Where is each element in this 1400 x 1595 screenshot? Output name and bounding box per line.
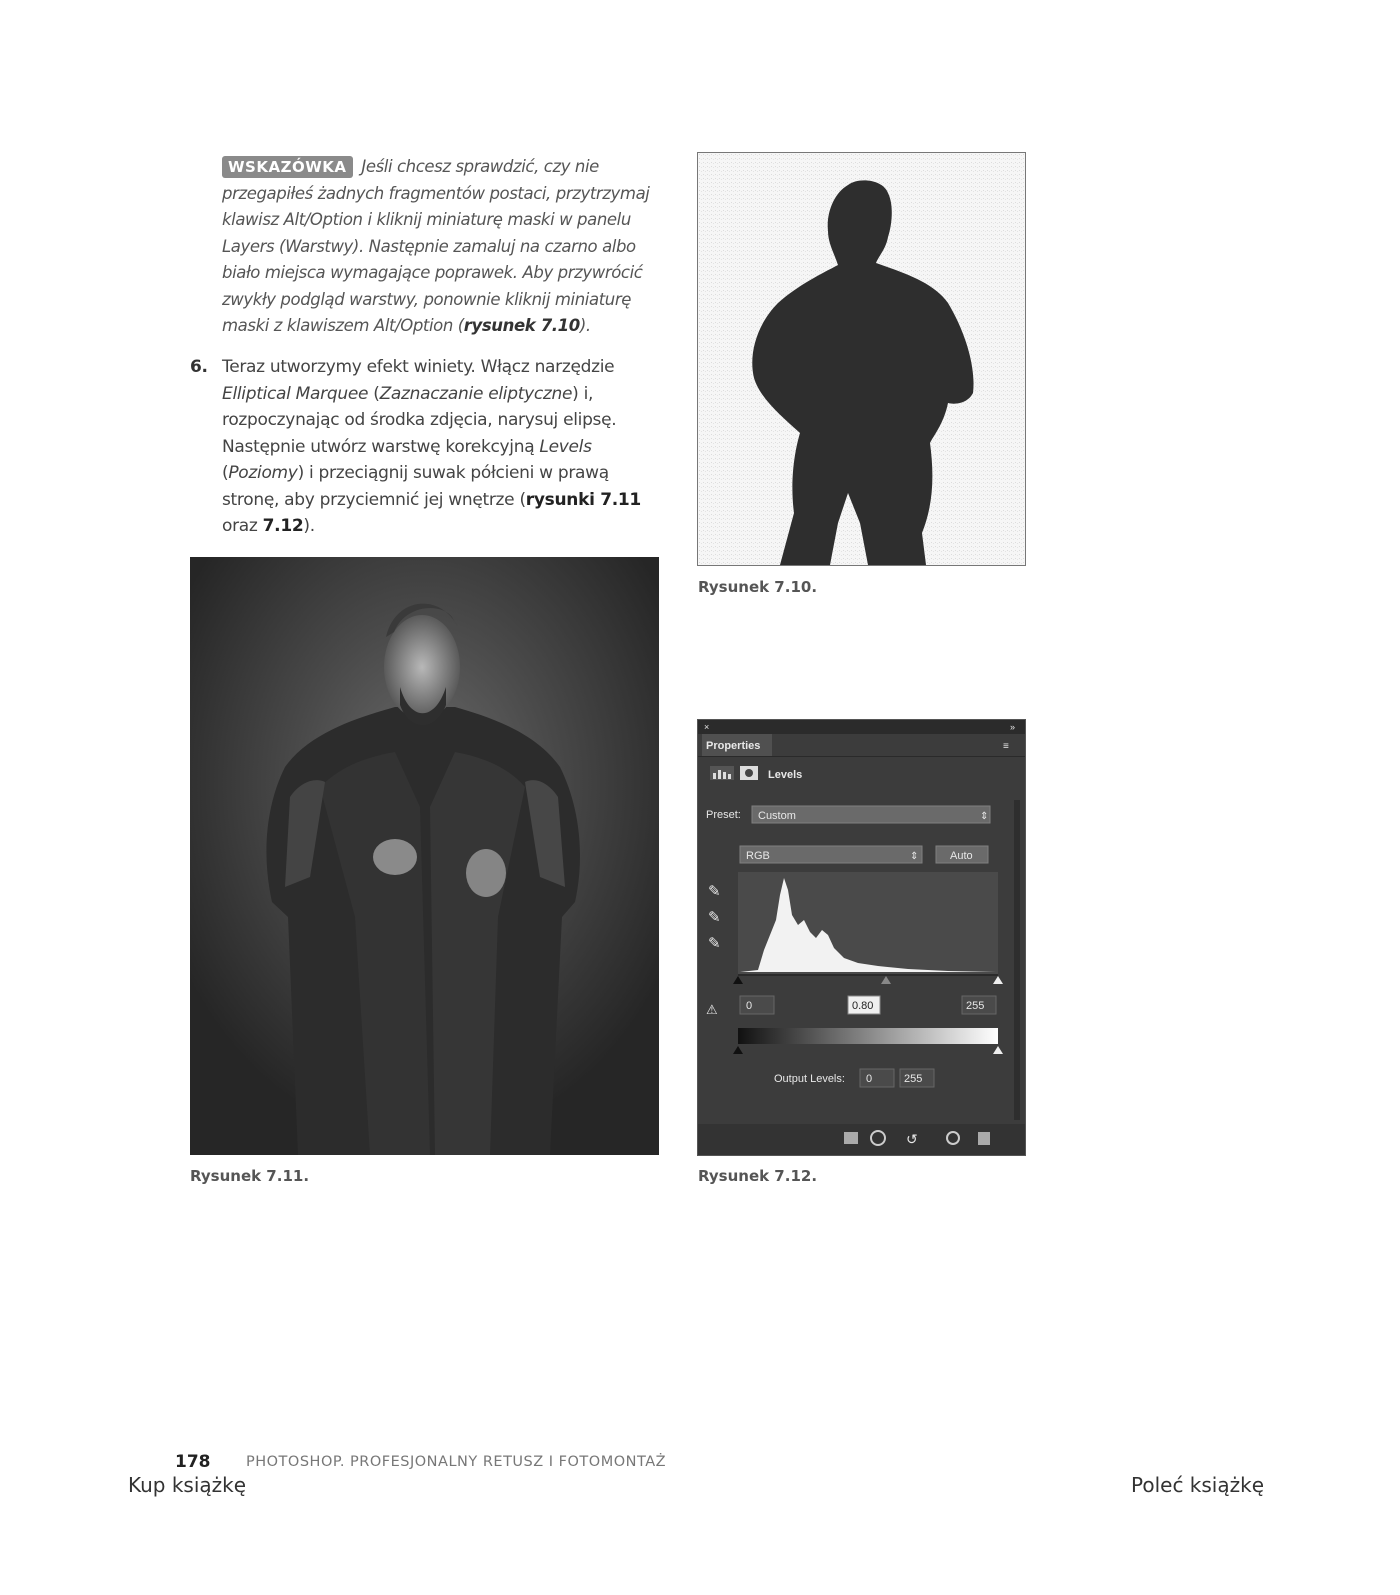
panel-scrollbar[interactable]	[1014, 800, 1020, 1120]
preset-label: Preset:	[706, 809, 741, 821]
buy-book-link[interactable]: Kup książkę	[128, 1473, 247, 1497]
step-text-part: ) i przeciągnij suwak półcieni w prawą stronę, aby przyciemnić jej wnętrze (	[222, 463, 609, 510]
layer-name-en: Levels	[539, 436, 592, 457]
silhouette-drawing	[698, 153, 1025, 565]
preset-value: Custom	[758, 810, 796, 822]
tip-paragraph	[222, 154, 662, 340]
black-point-eyedropper-icon[interactable]: ✎	[708, 883, 721, 900]
figure-ref: rysunki 7.11	[525, 489, 641, 510]
step-text-part: ) i, rozpoczynając od środka zdjęcia, narysuj elipsę. Następnie utwórz warstwę korekcyjną	[222, 383, 617, 457]
figure-ref: 7.12	[262, 516, 304, 536]
clipping-warning-icon: ⚠	[706, 1002, 718, 1017]
channel-dropdown-arrow-icon: ⇕	[910, 851, 919, 862]
gray-point-eyedropper-icon[interactable]: ✎	[708, 909, 721, 926]
step-text	[222, 354, 660, 540]
figure-caption: Rysunek 7.10.	[698, 578, 818, 596]
figure-7-10-mask-image	[697, 152, 1026, 566]
step-text-part: (	[222, 463, 229, 483]
panel-collapse-icon[interactable]: »	[1010, 722, 1016, 732]
figure-7-12-levels-panel	[697, 719, 1026, 1156]
panel-menu-icon[interactable]: ≡	[1003, 741, 1009, 752]
vignette-photo-drawing	[190, 557, 659, 1155]
tip-badge: WSKAZÓWKA	[222, 156, 353, 178]
book-title: PHOTOSHOP. PROFESJONALNY RETUSZ I FOTOMONTAŻ	[246, 1454, 667, 1470]
layer-name-pl: Poziomy	[228, 463, 298, 483]
tip-figure-ref: rysunek 7.10	[463, 316, 580, 335]
step-text-part: Teraz utworzymy efekt winiety. Włącz narzędzie	[222, 357, 615, 377]
channel-value: RGB	[746, 850, 770, 862]
tip-end: ).	[579, 316, 591, 335]
white-point-eyedropper-icon[interactable]: ✎	[708, 935, 721, 952]
figure-caption: Rysunek 7.11.	[190, 1167, 310, 1185]
output-black-value: 0	[866, 1073, 873, 1085]
step-text-part: oraz	[222, 516, 263, 536]
panel-close-icon[interactable]: ×	[704, 722, 710, 732]
properties-tab[interactable]: Properties	[706, 740, 761, 752]
tip-text: Jeśli chcesz sprawdzić, czy nie przegapiłeś żadnych fragmentów postaci, przytrzymaj klawisz Alt/Option i kliknij miniaturę maski w panelu Layers (Warstwy). Następnie zamaluj na czarno albo biało miejsca wymagające poprawek. Aby przywrócić zwykły podgląd warstwy, ponownie kliknij miniaturę maski z klawiszem Alt/Option (	[222, 157, 650, 335]
clip-to-layer-icon[interactable]	[844, 1132, 858, 1144]
step-text-part: ).	[303, 516, 315, 536]
recommend-book-link[interactable]: Poleć książkę	[1131, 1473, 1264, 1497]
figure-caption: Rysunek 7.12.	[698, 1167, 818, 1185]
step-6	[190, 354, 660, 540]
output-levels-label: Output Levels:	[774, 1073, 845, 1085]
input-midtone-value: 0.80	[852, 1000, 874, 1012]
input-black-value: 0	[746, 1000, 753, 1012]
auto-button-label: Auto	[950, 850, 973, 862]
trash-icon[interactable]	[978, 1132, 990, 1145]
output-gradient-bar	[738, 1028, 998, 1044]
preset-dropdown-arrow-icon: ⇕	[980, 811, 989, 822]
step-text-part: (	[368, 383, 380, 404]
step-number: 6.	[190, 357, 208, 377]
levels-panel-drawing	[698, 720, 1025, 1155]
tool-name-pl: Zaznaczanie eliptyczne	[379, 383, 573, 404]
input-white-value: 255	[966, 1000, 985, 1012]
reset-icon[interactable]: ↺	[906, 1131, 918, 1147]
figure-7-11-photo	[190, 557, 659, 1155]
output-white-value: 255	[904, 1073, 923, 1085]
page-number: 178	[175, 1452, 211, 1472]
levels-title: Levels	[768, 769, 803, 781]
tool-name-en: Elliptical Marquee	[222, 383, 369, 404]
